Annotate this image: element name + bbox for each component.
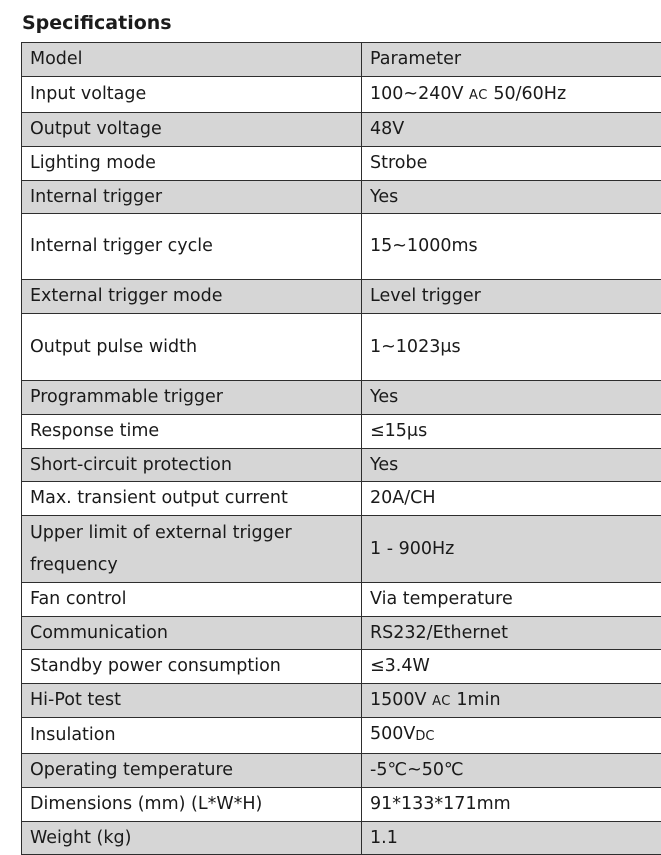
spec-value: ≤3.4W xyxy=(362,650,661,684)
spec-value: Yes xyxy=(362,381,661,415)
spec-value: 1500V AC 1min xyxy=(362,684,661,718)
table-row xyxy=(22,113,661,147)
spec-value: Yes xyxy=(362,181,661,214)
spec-value: Yes xyxy=(362,449,661,482)
spec-label: Hi-Pot test xyxy=(22,684,362,718)
table-row xyxy=(22,214,661,280)
spec-label: Max. transient output current xyxy=(22,482,362,516)
spec-label: Communication xyxy=(22,617,362,650)
table-row xyxy=(22,516,661,583)
spec-value: Strobe xyxy=(362,147,661,181)
table-row xyxy=(22,617,661,650)
table-row xyxy=(22,788,661,822)
spec-value: Via temperature xyxy=(362,583,661,617)
spec-label: Response time xyxy=(22,415,362,449)
table-row xyxy=(22,147,661,181)
spec-label: Input voltage xyxy=(22,77,362,113)
spec-label: Weight (kg) xyxy=(22,822,362,855)
table-row xyxy=(22,583,661,617)
table-row xyxy=(22,449,661,482)
spec-value: 91*133*171mm xyxy=(362,788,661,822)
spec-value: 100~240V AC 50/60Hz xyxy=(362,77,661,113)
table-row xyxy=(22,482,661,516)
spec-label: Fan control xyxy=(22,583,362,617)
spec-value: 48V xyxy=(362,113,661,147)
spec-value: 1~1023μs xyxy=(362,314,661,381)
table-row xyxy=(22,822,661,855)
spec-value: RS232/Ethernet xyxy=(362,617,661,650)
spec-value: 15~1000ms xyxy=(362,214,661,280)
column-header-parameter: Parameter xyxy=(362,43,661,77)
table-row xyxy=(22,650,661,684)
table-row xyxy=(22,684,661,718)
table-row xyxy=(22,280,661,314)
spec-label: Output pulse width xyxy=(22,314,362,381)
table-row xyxy=(22,718,661,754)
page-title: Specifications xyxy=(22,12,172,34)
spec-label: Internal trigger cycle xyxy=(22,214,362,280)
table-row xyxy=(22,77,661,113)
spec-value: 1 - 900Hz xyxy=(362,516,661,583)
spec-label: External trigger mode xyxy=(22,280,362,314)
table-row xyxy=(22,314,661,381)
table-row xyxy=(22,415,661,449)
table-row xyxy=(22,381,661,415)
column-header-model: Model xyxy=(22,43,362,77)
specifications-table xyxy=(21,42,661,855)
spec-label: Standby power consumption xyxy=(22,650,362,684)
table-row xyxy=(22,754,661,788)
spec-label: Short-circuit protection xyxy=(22,449,362,482)
spec-label: Programmable trigger xyxy=(22,381,362,415)
spec-value: 20A/CH xyxy=(362,482,661,516)
spec-label: Lighting mode xyxy=(22,147,362,181)
spec-label: Operating temperature xyxy=(22,754,362,788)
spec-label: Insulation xyxy=(22,718,362,754)
spec-label: Upper limit of external trigger frequency xyxy=(22,516,362,583)
spec-value: Level trigger xyxy=(362,280,661,314)
spec-label: Output voltage xyxy=(22,113,362,147)
spec-value: 500VDC xyxy=(362,718,661,754)
spec-label: Dimensions (mm) (L*W*H) xyxy=(22,788,362,822)
table-header-row xyxy=(22,43,661,77)
spec-value: 1.1 xyxy=(362,822,661,855)
table-row xyxy=(22,181,661,214)
spec-value: ≤15μs xyxy=(362,415,661,449)
spec-value: -5℃~50℃ xyxy=(362,754,661,788)
spec-label: Internal trigger xyxy=(22,181,362,214)
